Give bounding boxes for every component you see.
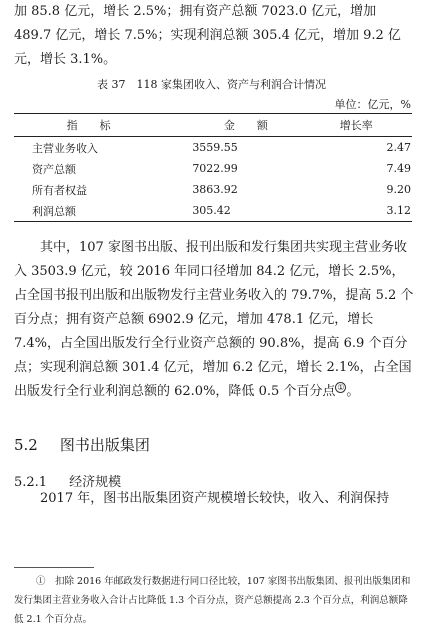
table-header-row bbox=[14, 114, 412, 137]
cell-amount: 3559.55 bbox=[192, 141, 238, 154]
section-title: 图书出版集团 bbox=[59, 436, 150, 454]
header-amount: 金 额 bbox=[146, 114, 300, 137]
cell-amount: 7022.99 bbox=[192, 162, 238, 175]
footnote-marker: ① bbox=[36, 576, 46, 587]
section-heading bbox=[14, 434, 150, 455]
header-growth: 增长率 bbox=[301, 114, 413, 137]
subsection-title: 经济规模 bbox=[69, 475, 122, 490]
cell-indicator: 所有者权益 bbox=[32, 183, 87, 197]
footnote-text: 扣除 2016 年邮政发行数据进行同口径比较，107 家图书出版集团、报刊出版集团和发行集团主营业务收入合计占比降低 1.3 个百分点，资产总额提高 2.3 个百分点，利润总额降低 2.1 个百分点。 bbox=[14, 576, 411, 625]
table-row bbox=[14, 158, 412, 179]
table-caption: 表 37 118 家集团收入、资产与利润合计情况 bbox=[97, 78, 326, 91]
bottom-paragraph: 2017 年，图书出版集团资产规模增长较快，收入、利润保持 bbox=[40, 491, 390, 506]
cell-indicator: 资产总额 bbox=[32, 162, 76, 176]
table-row bbox=[14, 200, 412, 222]
summary-table bbox=[14, 113, 412, 222]
table-unit: 单位：亿元，% bbox=[334, 98, 411, 111]
top-paragraph: 加 85.8 亿元，增长 2.5%；拥有资产总额 7023.0 亿元，增加 489.7 亿元，增长 7.5%；实现利润总额 305.4 亿元，增加 9.2 亿元，增长 3.1%。 bbox=[14, 4, 401, 67]
footnote-divider bbox=[14, 567, 94, 568]
footnote-ref[interactable]: ① bbox=[337, 382, 345, 392]
cell-growth: 2.47 bbox=[386, 141, 411, 154]
subsection-number: 5.2.1 bbox=[14, 475, 48, 490]
cell-growth: 7.49 bbox=[386, 162, 411, 175]
cell-amount: 3863.92 bbox=[192, 183, 238, 196]
section-number: 5.2 bbox=[14, 436, 38, 454]
header-indicator: 指 标 bbox=[14, 114, 146, 137]
middle-paragraph-text: 其中，107 家图书出版、报刊出版和发行集团共实现主营业务收入 3503.9 亿元，较 2016 年同口径增加 84.2 亿元，增长 2.5%，占全国书报刊出版和出版物发行主营业务收入的 79.7%，提高 5.2 个百分点；拥有资产总额 6902.9 亿元，增加 478.1 亿元，增长 7.4%，占全国出版发行全行业资产总额的 90.8%，提高 6.9 个百分点；实现利润总额 301.4 亿元，增加 6.2 亿元，增长 2.1%，占全国出版发行全行业利润总额的 62.0%，降低 0.5 个百分点 bbox=[14, 240, 414, 399]
table-row bbox=[14, 137, 412, 159]
cell-growth: 3.12 bbox=[301, 200, 413, 222]
cell-indicator: 主营业务收入 bbox=[32, 141, 98, 155]
cell-amount: 305.42 bbox=[146, 200, 300, 222]
cell-indicator: 利润总额 bbox=[14, 200, 146, 222]
middle-paragraph: 其中，107 家图书出版、报刊出版和发行集团共实现主营业务收入 3503.9 亿元，较 2016 年同口径增加 84.2 亿元，增长 2.5%，占全国书报刊出版和出版物发行主营业务收入的 79.7%，提高 5.2 个百分点；拥有资产总额 6902.9 亿元，增加 478.1 亿元，增长 7.4%，占全国出版发行全行业资产总额的 90.8%，提高 6.9 个百分点；实现利润总额 301.4 亿元，增加 6.2 亿元，增长 2.1%，占全国出版发行全行业利润总额的 62.0%，降低 0.5 个百分点 ① 。 bbox=[14, 240, 414, 399]
table-row bbox=[14, 179, 412, 200]
cell-growth: 9.20 bbox=[386, 183, 411, 196]
footnote bbox=[14, 572, 414, 629]
